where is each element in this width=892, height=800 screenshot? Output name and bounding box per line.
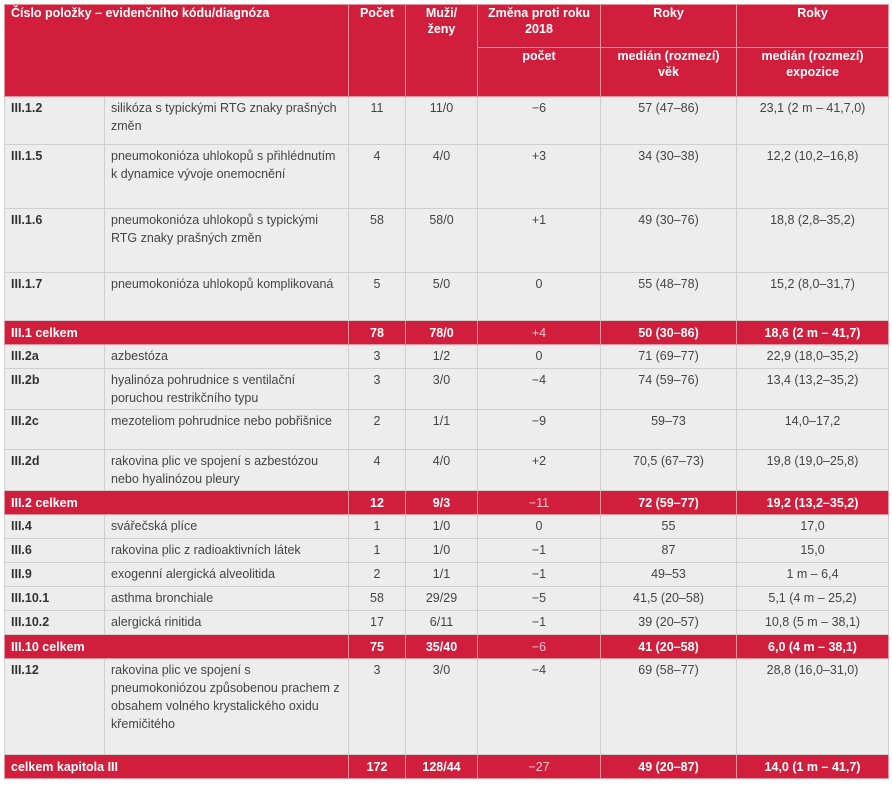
- exposure-cell: 15,0: [737, 539, 889, 563]
- change-cell: −1: [478, 611, 601, 635]
- exposure-cell: 18,8 (2,8–35,2): [737, 209, 889, 273]
- age-cell: 55 (48–78): [601, 273, 737, 321]
- diagnosis-cell: azbestóza: [105, 345, 349, 369]
- men-women-cell: 1/0: [406, 515, 478, 539]
- total-row: [5, 755, 889, 779]
- exposure-cell: 6,0 (4 m – 38,1): [737, 635, 889, 659]
- age-cell: 69 (58–77): [601, 659, 737, 755]
- men-women-cell: 3/0: [406, 659, 478, 755]
- header-years-age: Roky: [601, 5, 737, 48]
- change-cell: −5: [478, 587, 601, 611]
- header-men-women: Muži/ženy: [406, 5, 478, 97]
- change-cell: −6: [478, 635, 601, 659]
- total-row: [5, 635, 889, 659]
- header-change-sub: počet: [478, 48, 601, 97]
- age-cell: 55: [601, 515, 737, 539]
- count-cell: 12: [349, 491, 406, 515]
- table-row: [5, 369, 889, 410]
- men-women-cell: 1/1: [406, 563, 478, 587]
- item-code: III.10.1: [5, 587, 105, 611]
- change-cell: −4: [478, 369, 601, 410]
- change-cell: +2: [478, 450, 601, 491]
- total-label: III.1 celkem: [5, 321, 349, 345]
- count-cell: 2: [349, 410, 406, 450]
- exposure-cell: 10,8 (5 m – 38,1): [737, 611, 889, 635]
- header-exposure-sub: medián (rozmezí) expozice: [737, 48, 889, 97]
- change-cell: −6: [478, 97, 601, 145]
- exposure-cell: 18,6 (2 m – 41,7): [737, 321, 889, 345]
- men-women-cell: 11/0: [406, 97, 478, 145]
- age-cell: 39 (20–57): [601, 611, 737, 635]
- header-item-diagnosis: Číslo položky – evidenčního kódu/diagnóza: [5, 5, 349, 97]
- total-row: [5, 321, 889, 345]
- age-cell: 74 (59–76): [601, 369, 737, 410]
- age-cell: 57 (47–86): [601, 97, 737, 145]
- exposure-cell: 1 m – 6,4: [737, 563, 889, 587]
- change-cell: −11: [478, 491, 601, 515]
- age-cell: 34 (30–38): [601, 145, 737, 209]
- header-count: Počet: [349, 5, 406, 97]
- count-cell: 1: [349, 515, 406, 539]
- exposure-cell: 22,9 (18,0–35,2): [737, 345, 889, 369]
- item-code: III.2c: [5, 410, 105, 450]
- count-cell: 58: [349, 587, 406, 611]
- item-code: III.1.5: [5, 145, 105, 209]
- change-cell: −1: [478, 563, 601, 587]
- exposure-cell: 19,8 (19,0–25,8): [737, 450, 889, 491]
- item-code: III.9: [5, 563, 105, 587]
- diagnosis-cell: svářečská plíce: [105, 515, 349, 539]
- table-row: [5, 563, 889, 587]
- item-code: III.10.2: [5, 611, 105, 635]
- exposure-cell: 14,0–17,2: [737, 410, 889, 450]
- men-women-cell: 9/3: [406, 491, 478, 515]
- table-row: [5, 611, 889, 635]
- exposure-cell: 19,2 (13,2–35,2): [737, 491, 889, 515]
- diagnosis-cell: rakovina plic z radioaktivních látek: [105, 539, 349, 563]
- statistics-table: [4, 4, 889, 779]
- men-women-cell: 78/0: [406, 321, 478, 345]
- table-row: [5, 659, 889, 755]
- count-cell: 17: [349, 611, 406, 635]
- header-age-sub: medián (rozmezí) věk: [601, 48, 737, 97]
- exposure-cell: 23,1 (2 m – 41,7,0): [737, 97, 889, 145]
- men-women-cell: 5/0: [406, 273, 478, 321]
- item-code: III.1.7: [5, 273, 105, 321]
- age-cell: 72 (59–77): [601, 491, 737, 515]
- count-cell: 3: [349, 369, 406, 410]
- item-code: III.6: [5, 539, 105, 563]
- item-code: III.2a: [5, 345, 105, 369]
- total-label: celkem kapitola III: [5, 755, 349, 779]
- count-cell: 3: [349, 345, 406, 369]
- men-women-cell: 35/40: [406, 635, 478, 659]
- change-cell: −9: [478, 410, 601, 450]
- men-women-cell: 6/11: [406, 611, 478, 635]
- age-cell: 71 (69–77): [601, 345, 737, 369]
- count-cell: 11: [349, 97, 406, 145]
- men-women-cell: 1/1: [406, 410, 478, 450]
- exposure-cell: 13,4 (13,2–35,2): [737, 369, 889, 410]
- age-cell: 49–53: [601, 563, 737, 587]
- item-code: III.12: [5, 659, 105, 755]
- change-cell: +3: [478, 145, 601, 209]
- men-women-cell: 4/0: [406, 145, 478, 209]
- count-cell: 5: [349, 273, 406, 321]
- table-body: [5, 97, 889, 779]
- diagnosis-cell: silikóza s typickými RTG znaky prašných změn: [105, 97, 349, 145]
- count-cell: 58: [349, 209, 406, 273]
- exposure-cell: 12,2 (10,2–16,8): [737, 145, 889, 209]
- table-row: [5, 273, 889, 321]
- age-cell: 50 (30–86): [601, 321, 737, 345]
- table-row: [5, 587, 889, 611]
- total-label: III.10 celkem: [5, 635, 349, 659]
- diagnosis-cell: alergická rinitida: [105, 611, 349, 635]
- exposure-cell: 15,2 (8,0–31,7): [737, 273, 889, 321]
- men-women-cell: 1/2: [406, 345, 478, 369]
- age-cell: 41,5 (20–58): [601, 587, 737, 611]
- age-cell: 70,5 (67–73): [601, 450, 737, 491]
- count-cell: 78: [349, 321, 406, 345]
- item-code: III.2d: [5, 450, 105, 491]
- diagnosis-cell: exogenní alergická alveolitida: [105, 563, 349, 587]
- total-label: III.2 celkem: [5, 491, 349, 515]
- count-cell: 2: [349, 563, 406, 587]
- diagnosis-cell: pneumokonióza uhlokopů s přihlédnutím k dynamice vývoje onemocnění: [105, 145, 349, 209]
- exposure-cell: 14,0 (1 m – 41,7): [737, 755, 889, 779]
- exposure-cell: 5,1 (4 m – 25,2): [737, 587, 889, 611]
- table-row: [5, 539, 889, 563]
- diagnosis-cell: pneumokonióza uhlokopů s typickými RTG znaky prašných změn: [105, 209, 349, 273]
- men-women-cell: 4/0: [406, 450, 478, 491]
- total-row: [5, 491, 889, 515]
- men-women-cell: 29/29: [406, 587, 478, 611]
- diagnosis-cell: asthma bronchiale: [105, 587, 349, 611]
- change-cell: 0: [478, 515, 601, 539]
- exposure-cell: 28,8 (16,0–31,0): [737, 659, 889, 755]
- count-cell: 75: [349, 635, 406, 659]
- men-women-cell: 128/44: [406, 755, 478, 779]
- table-row: [5, 97, 889, 145]
- table-row: [5, 209, 889, 273]
- table-row: [5, 145, 889, 209]
- count-cell: 172: [349, 755, 406, 779]
- table-row: [5, 410, 889, 450]
- header-years-exposure: Roky: [737, 5, 889, 48]
- change-cell: −1: [478, 539, 601, 563]
- diagnosis-cell: pneumokonióza uhlokopů komplikovaná: [105, 273, 349, 321]
- change-cell: −4: [478, 659, 601, 755]
- count-cell: 4: [349, 450, 406, 491]
- count-cell: 3: [349, 659, 406, 755]
- item-code: III.1.6: [5, 209, 105, 273]
- change-cell: −27: [478, 755, 601, 779]
- men-women-cell: 1/0: [406, 539, 478, 563]
- table-row: [5, 450, 889, 491]
- age-cell: 41 (20–58): [601, 635, 737, 659]
- item-code: III.4: [5, 515, 105, 539]
- count-cell: 1: [349, 539, 406, 563]
- table-row: [5, 345, 889, 369]
- change-cell: +1: [478, 209, 601, 273]
- count-cell: 4: [349, 145, 406, 209]
- change-cell: 0: [478, 345, 601, 369]
- men-women-cell: 3/0: [406, 369, 478, 410]
- men-women-cell: 58/0: [406, 209, 478, 273]
- exposure-cell: 17,0: [737, 515, 889, 539]
- item-code: III.2b: [5, 369, 105, 410]
- table-row: [5, 515, 889, 539]
- age-cell: 87: [601, 539, 737, 563]
- age-cell: 59–73: [601, 410, 737, 450]
- diagnosis-cell: mezoteliom pohrudnice nebo pobřišnice: [105, 410, 349, 450]
- item-code: III.1.2: [5, 97, 105, 145]
- diagnosis-cell: rakovina plic ve spojení s azbestózou nebo hyalinózou pleury: [105, 450, 349, 491]
- age-cell: 49 (20–87): [601, 755, 737, 779]
- diagnosis-cell: rakovina plic ve spojení s pneumokoniózou způsobenou prachem z obsahem volného krystalického oxidu křemičitého: [105, 659, 349, 755]
- change-cell: +4: [478, 321, 601, 345]
- age-cell: 49 (30–76): [601, 209, 737, 273]
- header-change: Změna proti roku 2018: [478, 5, 601, 48]
- diagnosis-cell: hyalinóza pohrudnice s ventilační poruchou restrikčního typu: [105, 369, 349, 410]
- change-cell: 0: [478, 273, 601, 321]
